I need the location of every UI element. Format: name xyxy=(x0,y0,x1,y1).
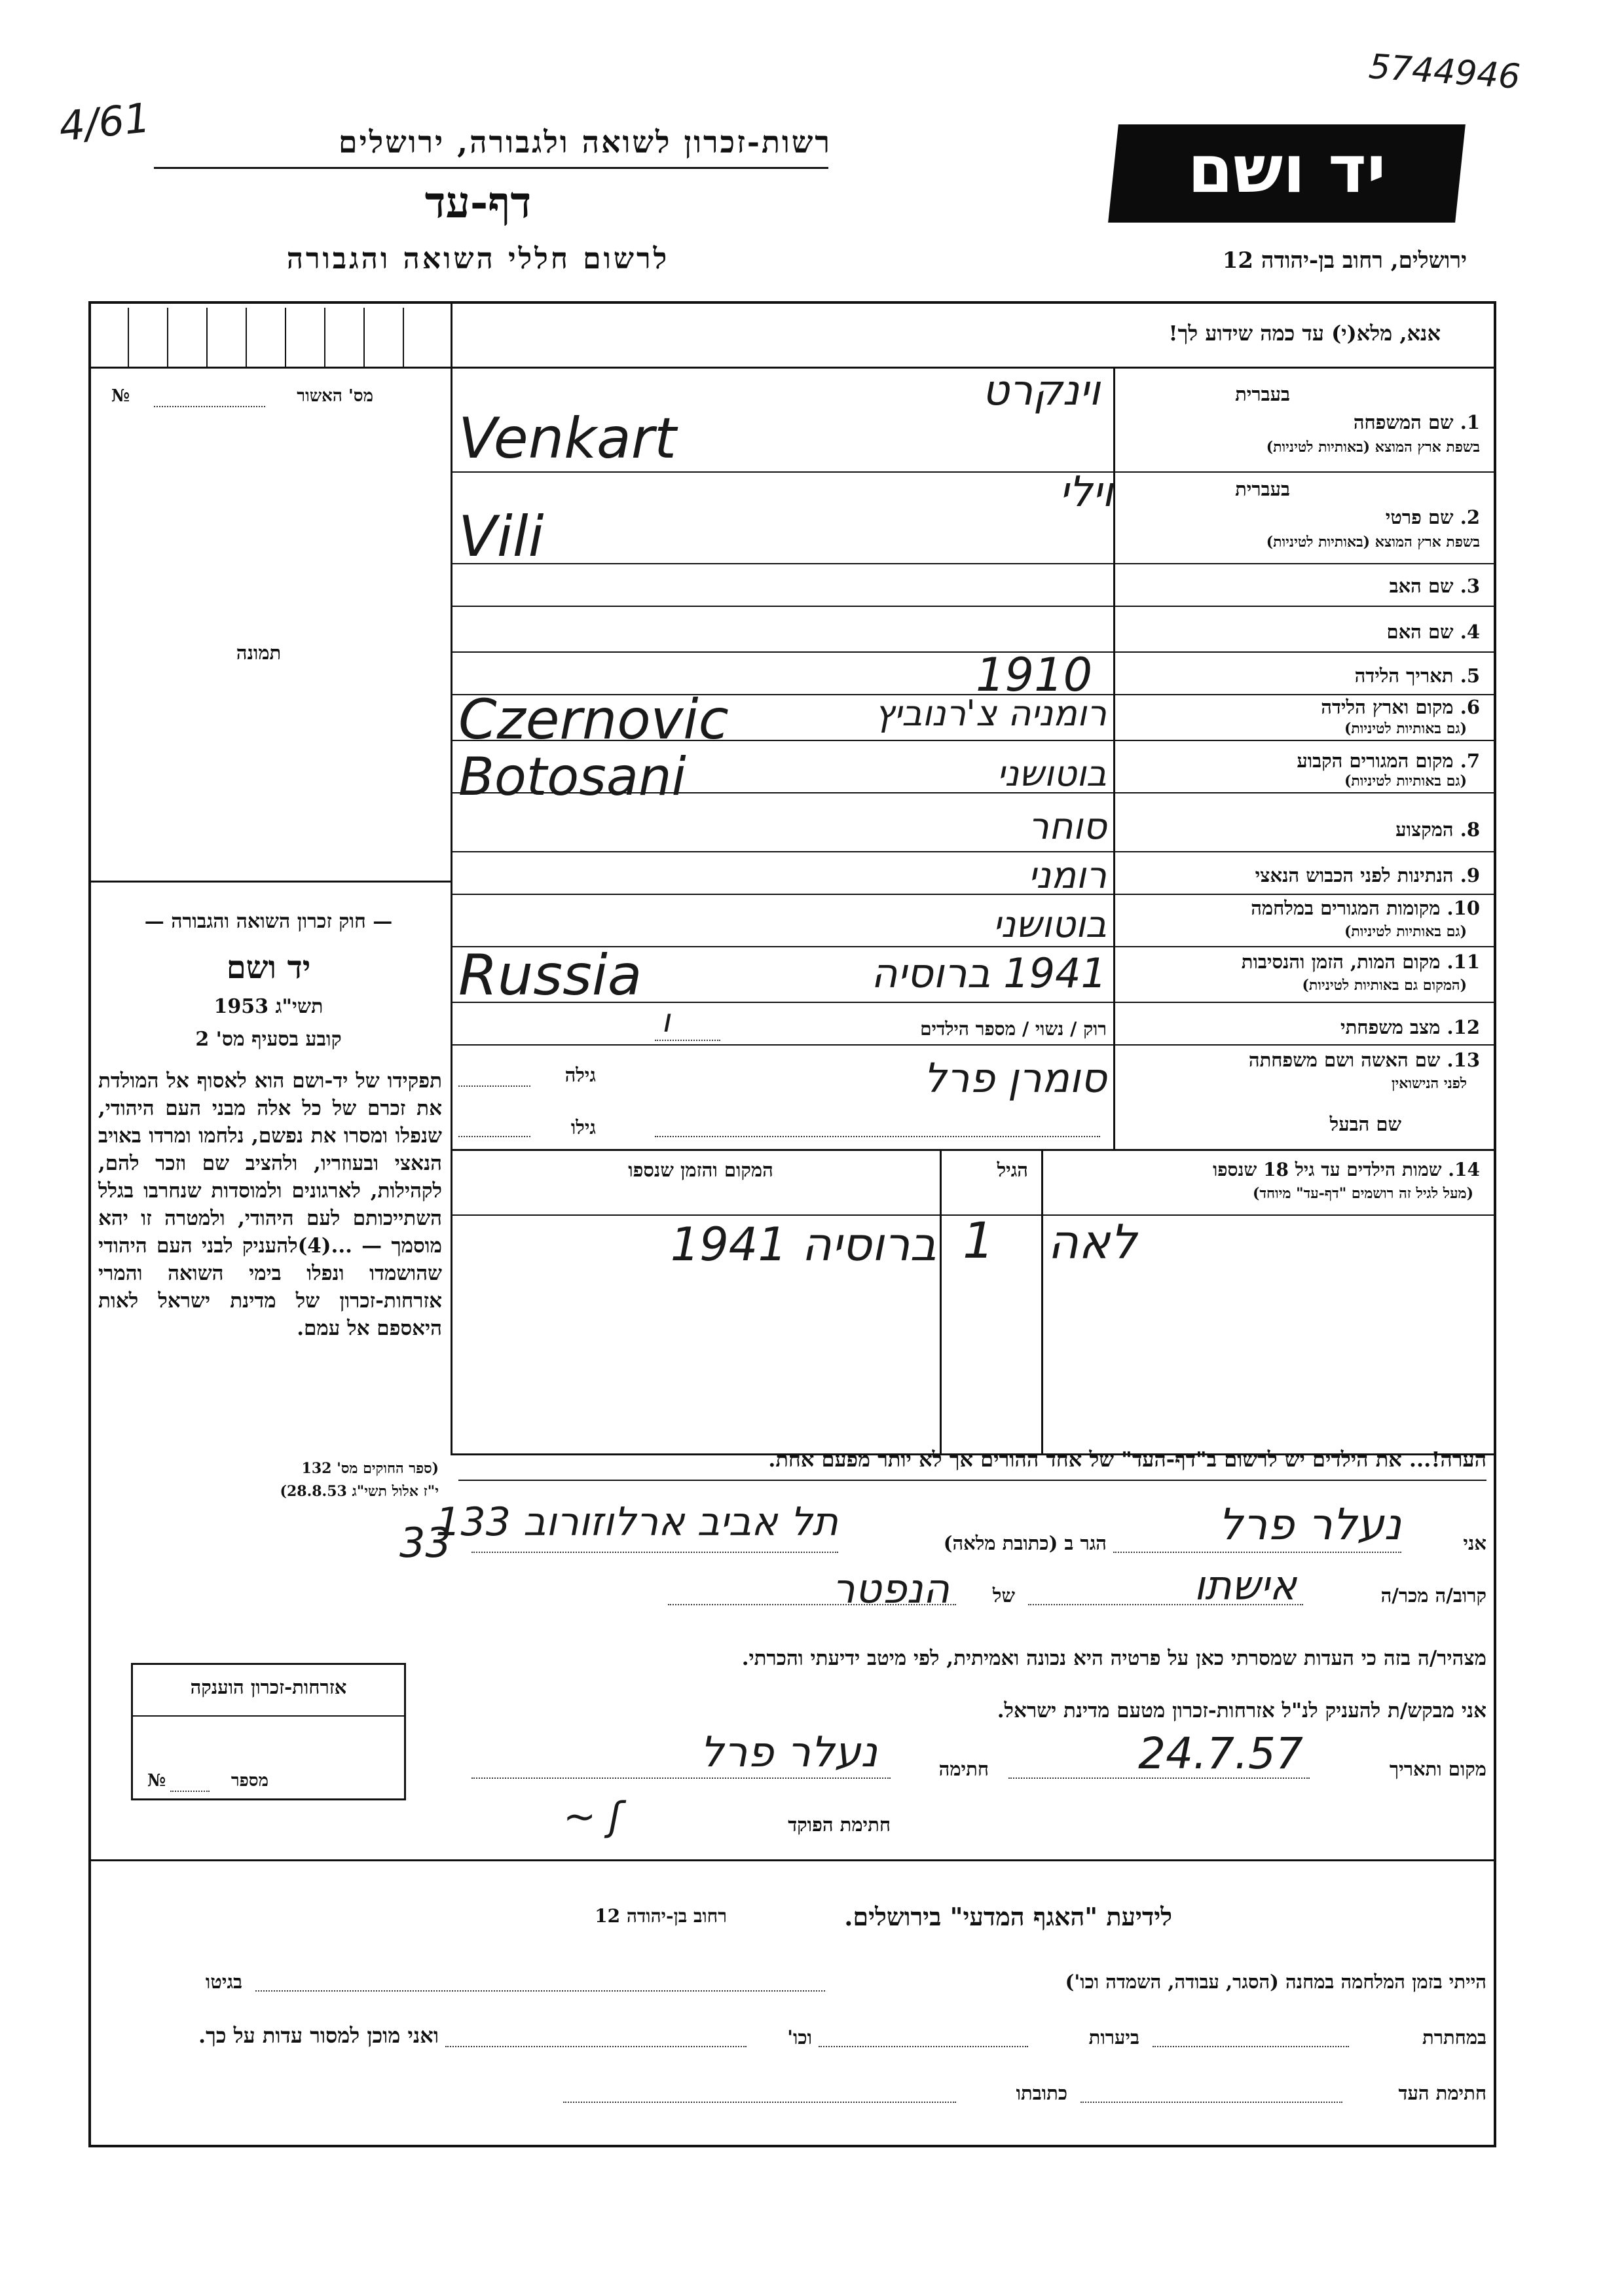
husband-label: שם הבעל xyxy=(1329,1113,1401,1135)
field-6-value-heb: רומניה צ'רנוביץ xyxy=(874,693,1107,734)
field-7-label: מקום המגורים הקבוע xyxy=(1297,750,1454,772)
field-2-value-heb: וילי xyxy=(1059,468,1113,517)
field-12-num: 12. xyxy=(1447,1016,1480,1038)
logo-text: יד ושם xyxy=(1187,131,1386,208)
officer-signature: ~ ʃ xyxy=(563,1794,622,1840)
law-body: תפקידו של יד-ושם הוא לאסוף אל המולדת את זכרם של כל אלה מבני העם היהודי, שנפלו ומסרו את נפשם, נלחמו ומרדו באויב הנאצי ובעוזריו, ולהציב שם וזכר להם, לקהילות, לארגונים ולמוסדות שנחרבו בגלל השתייכותם לעם היהודי, ולמטרה זו יהא מוסמך — ...(4)להעניק לבני העם היהודי שהושמדו ונפלו בימי השואה והמרי אזרחות-זכרון של מדינת ישראל לאות היאספם אל עמם. xyxy=(98,1069,442,1340)
field-1-sub: בשפת ארץ המוצא (באותיות לטיניות) xyxy=(1266,439,1480,456)
line2-testimony: ואני מוכן למסור עדות על כך. xyxy=(198,2023,439,2048)
field-1-tag: בעברית xyxy=(1235,383,1290,405)
declarant-address: תל אביב ארלוזורוב 133 xyxy=(435,1499,838,1545)
wife-age-label: גילה xyxy=(564,1064,596,1086)
signature-label: חתימה xyxy=(938,1758,989,1780)
field-7-value-heb: בוטושני xyxy=(997,753,1107,794)
place-date-label: מקום ותאריך xyxy=(1389,1758,1486,1780)
field-1-value-lat: Venkart xyxy=(458,406,676,471)
field-3-label: שם האב xyxy=(1389,575,1454,597)
field-1-num: 1. xyxy=(1460,411,1480,433)
of-value: הנפטר xyxy=(832,1565,950,1613)
line1-ghetto: בגיטו xyxy=(205,1971,242,1993)
field-2-sub: בשפת ארץ המוצא (באותיות לטיניות) xyxy=(1266,534,1480,551)
law-yad-vashem: יד ושם xyxy=(226,949,311,986)
child-name: לאה xyxy=(1048,1214,1137,1269)
field-6-label: מקום וארץ הלידה xyxy=(1321,696,1454,718)
field-13-sub: לפני הנישואין xyxy=(1391,1075,1467,1092)
law-title: — חוק זכרון השואה והגבורה — xyxy=(144,910,393,933)
law-year: תשי"ג 1953 xyxy=(213,995,323,1018)
field-8-value: סוחר xyxy=(1028,805,1107,848)
law-clause: קובע בסעיף מס' 2 xyxy=(195,1028,342,1051)
archive-number: 5744946 xyxy=(1367,46,1522,98)
field-7-value: Botosani xyxy=(458,746,686,807)
field-6-sub: (גם באותיות לטיניות) xyxy=(1344,720,1467,737)
field-2-num: 2. xyxy=(1460,506,1480,528)
child-place: ברוסיה 1941 xyxy=(670,1218,936,1271)
field-2-value-lat: Vili xyxy=(458,504,544,570)
children-num: 14. xyxy=(1448,1159,1480,1180)
field-1-label: שם המשפחה xyxy=(1353,411,1454,433)
of-label: של xyxy=(992,1584,1015,1607)
children-age-header: הגיל xyxy=(997,1159,1028,1181)
form-subtitle: לרשום חללי השואה והגבורה xyxy=(286,242,670,276)
declarant-i-label: אני xyxy=(1463,1532,1486,1554)
field-11-value-heb: 1941 ברוסיה xyxy=(871,949,1107,997)
field-2-label: שם פרטי xyxy=(1385,506,1454,528)
photo-label: תמונה xyxy=(236,642,282,664)
field-6-num: 6. xyxy=(1460,696,1480,718)
field-8-num: 8. xyxy=(1460,818,1480,841)
field-9-value: רומני xyxy=(1028,854,1107,897)
relative-label: קרוב/ה מכר/ה xyxy=(1380,1584,1486,1607)
field-10-value: בוטושני xyxy=(993,903,1107,946)
field-11-value: Russia xyxy=(458,943,642,1008)
field-12-label: מצב משפחתי xyxy=(1340,1016,1441,1038)
place-date-value: 24.7.57 xyxy=(1138,1728,1303,1779)
field-7-sub: (גם באותיות לטיניות) xyxy=(1344,773,1467,790)
field-12-value: ו xyxy=(661,1002,671,1040)
witness-signature-label: חתימת העד xyxy=(1398,2082,1486,2104)
field-10-label: מקומות המגורים במלחמה xyxy=(1251,897,1441,919)
line2-underground: במחתרת xyxy=(1422,2026,1486,2049)
line1-camp: הייתי בזמן המלחמה במחנה (הסגר, עבודה, השמדה וכו') xyxy=(1065,1971,1486,1993)
field-5-value: 1910 xyxy=(976,648,1093,702)
field-9-label: הנתינות לפני הכבוש הנאצי xyxy=(1255,864,1454,886)
relation-value: אישתו xyxy=(1194,1561,1297,1609)
citizenship-title: אזרחות-זכרון הוענקה xyxy=(190,1676,347,1698)
approval-no: № xyxy=(111,386,130,406)
children-place-header: המקום והזמן שנספו xyxy=(628,1159,773,1181)
field-4-label: שם האם xyxy=(1386,621,1454,643)
husband-age-label: גילו xyxy=(570,1116,596,1139)
field-5-num: 5. xyxy=(1460,665,1480,687)
declarant-name: נעלר פרל xyxy=(1218,1499,1401,1550)
field-2-tag: בעברית xyxy=(1235,478,1290,500)
children-header: שמות הילדים עד גיל 18 שנספו xyxy=(1213,1159,1442,1180)
side-number: 33 xyxy=(399,1519,451,1567)
corner-note: 4/61 xyxy=(56,93,153,151)
request: אני מבקש/ת להעניק לנ"ל אזרחות-זכרון מטעם מדינת ישראל. xyxy=(997,1699,1486,1722)
children-subheader: (מעל לגיל זה רושמים "דף-עד" מיוחד) xyxy=(1253,1185,1473,1202)
citizenship-no-label: מספר xyxy=(231,1771,268,1791)
declaration: מצהיר/ה בזה כי העדות שמסרתי כאן על פרטיה היא נכונה ואמיתית, לפי מיטב ידיעתי והכרתי. xyxy=(741,1647,1486,1670)
field-13-num: 13. xyxy=(1447,1049,1480,1071)
resides-label: הגר ב (כתובת מלאה) xyxy=(943,1532,1107,1554)
field-6-value: Czernovic xyxy=(458,687,729,752)
field-5-label: תאריך הלידה xyxy=(1354,665,1454,687)
field-7-num: 7. xyxy=(1460,750,1480,772)
field-13-label: שם האשה ושם משפחתה xyxy=(1248,1049,1441,1071)
line2-forests: ביערות xyxy=(1088,2026,1139,2049)
witness-address-label: כתובתו xyxy=(1016,2082,1067,2104)
field-8-label: המקצוע xyxy=(1395,818,1454,841)
field-13-value: סומרן פרל xyxy=(923,1054,1107,1102)
field-4-num: 4. xyxy=(1460,621,1480,643)
approval-label: מס' האשור xyxy=(297,386,373,406)
field-1-value-heb: וינקרט xyxy=(982,367,1100,415)
form-title: דף-עד xyxy=(424,177,532,228)
instruction: אנא, מלא(י) עד כמה שידוע לך! xyxy=(1168,321,1441,346)
field-11-label: מקום המות, הזמן והנסיבות xyxy=(1241,951,1441,973)
officer-label: חתימת הפוקד xyxy=(788,1813,891,1836)
citizenship-no: № xyxy=(147,1771,166,1791)
child-age: 1 xyxy=(963,1211,995,1269)
field-11-sub: (המקום גם באותיות לטיניות) xyxy=(1302,977,1467,994)
field-11-num: 11. xyxy=(1447,951,1480,973)
signature-value: נעלר פרל xyxy=(700,1728,877,1777)
info-title: לידיעת "האגף המדעי" בירושלים. xyxy=(844,1902,1172,1931)
address: ירושלים, רחוב בן-יהודה 12 xyxy=(1222,247,1467,274)
field-10-sub: (גם באותיות לטיניות) xyxy=(1344,923,1467,940)
law-ref1: (ספר החוקים מס' 132 xyxy=(301,1460,439,1477)
info-address: רחוב בן-יהודה 12 xyxy=(595,1905,727,1927)
authority-name: רשות-זכרון לשואה ולגבורה, ירושלים xyxy=(338,124,832,160)
note: הערה!... את הילדים יש לרשום ב"דף-העד" של אחד ההורים אך לא יותר מפעם אחת. xyxy=(768,1447,1486,1472)
field-10-num: 10. xyxy=(1447,897,1480,919)
law-ref2: י"ז אלול תשי"ג 28.8.53) xyxy=(280,1483,439,1500)
field-3-num: 3. xyxy=(1460,575,1480,597)
marital-text: רוק / נשוי / מספר הילדים xyxy=(920,1018,1107,1040)
line2-etc: וכו' xyxy=(787,2026,812,2049)
field-9-num: 9. xyxy=(1460,864,1480,886)
